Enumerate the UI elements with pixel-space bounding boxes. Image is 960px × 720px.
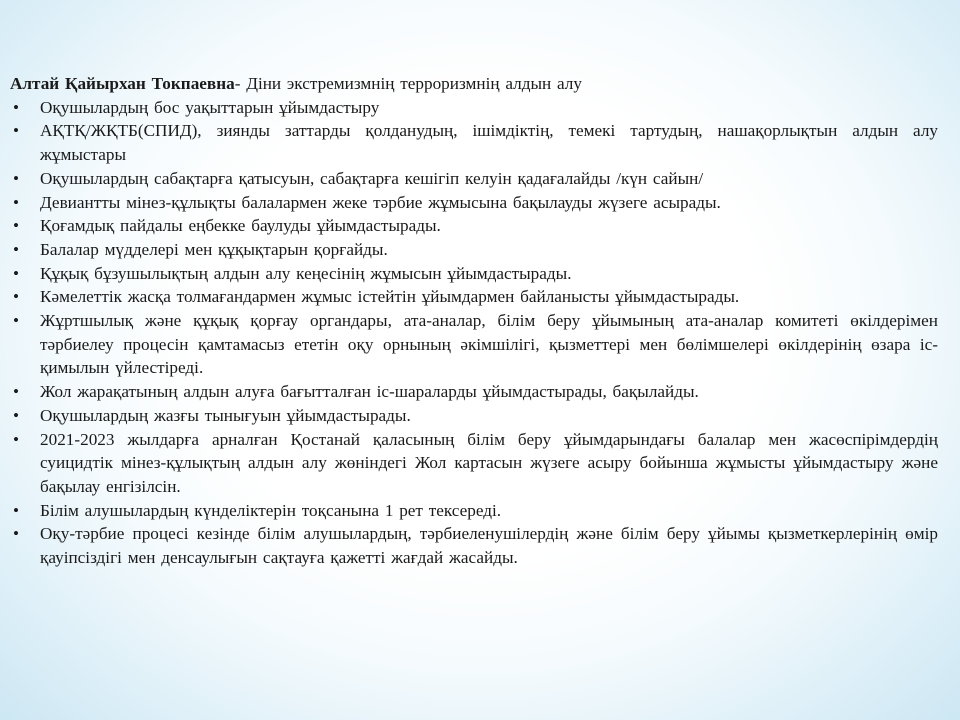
list-item-text: Қоғамдық пайдалы еңбекке баулуды ұйымдастырады. — [40, 216, 441, 236]
list-item — [10, 309, 938, 380]
list-item-text: Кәмелеттік жасқа толмағандармен жұмыс істейтін ұйымдармен байланысты ұйымдастырады. — [40, 287, 740, 307]
list-item — [10, 499, 938, 523]
list-item — [10, 96, 938, 120]
list-item — [10, 214, 938, 238]
list-item-text: Оқу-тәрбие процесі кезінде білім алушылардың, тәрбиеленушілердің және білім беру ұйымы қызметкерлерінің өмір қауіпсіздігі мен денсаулығын сақтауға қажетті жағдай жасайды. — [40, 524, 938, 568]
list-item-text: Жол жарақатының алдын алуға бағытталған іс-шараларды ұйымдастырады, бақылайды. — [40, 382, 699, 402]
list-item — [10, 428, 938, 499]
list-item-text: Девиантты мінез-құлықты балалармен жеке тәрбие жұмысына бақылауды жүзеге асырады. — [40, 192, 721, 212]
bullet-icon: • — [13, 311, 20, 331]
bullet-icon: • — [13, 192, 20, 212]
bullet-icon: • — [13, 216, 20, 236]
responsibility-list — [10, 96, 938, 570]
list-item-text: Оқушылардың бос уақыттарын ұйымдастыру — [40, 97, 380, 117]
list-item-text: Балалар мүдделері мен құқықтарын қорғайды. — [40, 239, 388, 259]
list-item — [10, 191, 938, 215]
list-item-text: Жұртшылық және құқық қорғау органдары, ата-аналар, білім беру ұйымының ата-аналар комитеті өкілдерімен тәрбиелеу процесін қамтамасыз ететін оқу орнының әкімшілігі, қызметтері мен бөлімшелері өкілдерінің өзара іс-қимылын үйлестіреді. — [40, 311, 938, 378]
bullet-icon: • — [13, 382, 20, 402]
list-item — [10, 380, 938, 404]
responsibility-title: - Діни экстремизмнің терроризмнің алдын алу — [234, 74, 582, 93]
list-item — [10, 285, 938, 309]
bullet-icon: • — [13, 405, 20, 425]
bullet-icon: • — [13, 263, 20, 283]
list-item-text: Білім алушылардың күнделіктерін тоқсанына 1 рет тексереді. — [40, 500, 502, 520]
bullet-icon: • — [13, 121, 20, 141]
person-name: Алтай Қайырхан Токпаевна — [10, 74, 235, 93]
list-item-text: АҚТҚ/ЖҚТБ(СПИД), зиянды заттарды қолданудың, ішімдіктің, темекі тартудың, нашақорлықтын алдын алу жұмыстары — [40, 121, 938, 165]
bullet-icon: • — [13, 524, 20, 544]
list-item — [10, 167, 938, 191]
bullet-icon: • — [13, 429, 20, 449]
bullet-icon: • — [13, 239, 20, 259]
slide-content — [10, 72, 938, 570]
list-item — [10, 522, 938, 569]
bullet-icon: • — [13, 287, 20, 307]
slide-heading — [10, 72, 938, 96]
list-item — [10, 262, 938, 286]
bullet-icon: • — [13, 168, 20, 188]
list-item-text: 2021-2023 жылдарға арналған Қостанай қаласының білім беру ұйымдарындағы балалар мен жасөспірімдердің суицидтік мінез-құлықтың алдын алу жөніндегі Жол картасын жүзеге асыру бойынша жұмысты ұйымдастыру және бақылау енгізілсін. — [40, 429, 938, 496]
list-item-text: Оқушылардың сабақтарға қатысуын, сабақтарға кешігіп келуін қадағалайды /күн сайын/ — [40, 168, 704, 188]
list-item — [10, 119, 938, 166]
list-item-text: Құқық бұзушылықтың алдын алу кеңесінің жұмысын ұйымдастырады. — [40, 263, 572, 283]
list-item — [10, 238, 938, 262]
bullet-icon: • — [13, 500, 20, 520]
bullet-icon: • — [13, 97, 20, 117]
list-item — [10, 404, 938, 428]
list-item-text: Оқушылардың жазғы тынығуын ұйымдастырады. — [40, 405, 411, 425]
